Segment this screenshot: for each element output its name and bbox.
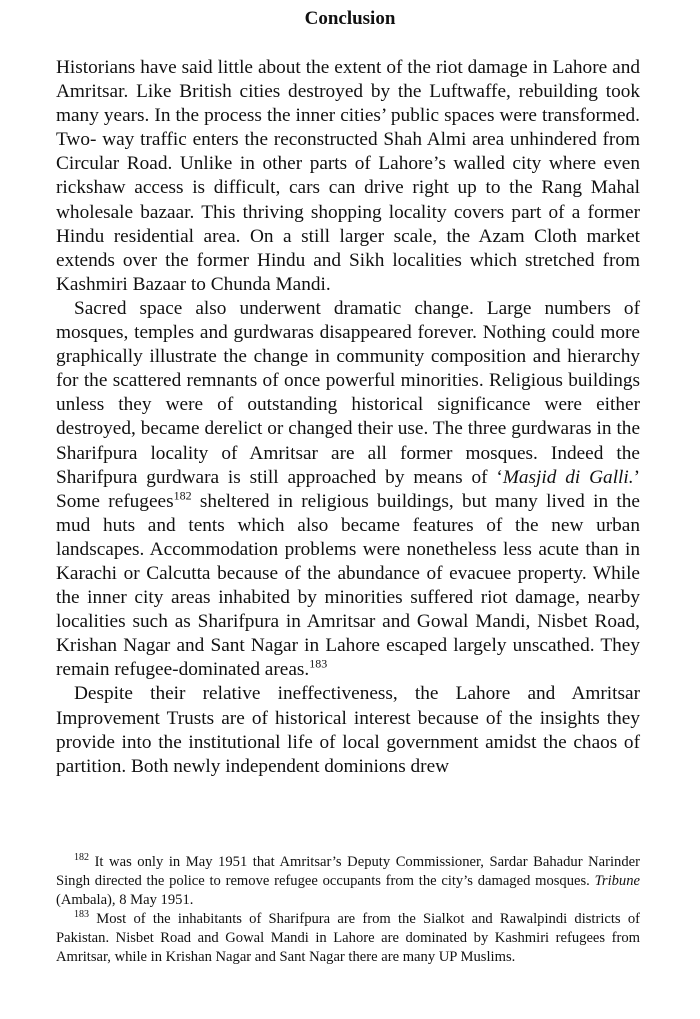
- footnote-ref-182[interactable]: 182: [173, 488, 192, 503]
- paragraph-2: [56, 297, 640, 683]
- paragraph-2-part2: ’ Some refugees: [56, 466, 641, 512]
- footnote-number: 183: [74, 909, 89, 921]
- footnote-number: 182: [74, 852, 89, 864]
- paragraph-1: Historians have said little about the extent of the riot damage in Lahore and Amritsar. Like British cities destroyed by the Luftwaffe, rebuilding took many years. In the process the inner cities’ public spaces were transformed. Two- way traffic enters the reconstructed Shah Almi area unhindered from Circular Road. Unlike in other parts of Lahore’s walled city where even rickshaw access is difficult, cars can drive right up to the Rang Mahal wholesale bazaar. This thriving shopping locality covers part of a former Hindu residential area. On a still larger scale, the Azam Cloth market extends over the former Hindu and Sikh localities which stretched from Kashmiri Bazaar to Chunda Mandi.: [56, 57, 640, 295]
- paragraph-3: Despite their relative ineffectiveness, the Lahore and Amritsar Improvement Trusts are of historical interest because of the insights they provide into the institutional life of local government amidst the chaos of partition. Both newly independent dominions drew: [56, 683, 640, 777]
- paragraph-2-italic: Masjid di Galli.: [502, 466, 634, 488]
- paragraph-2-part3: sheltered in religious buildings, but many lived in the mud huts and tents which also became features of the new urban landscapes. Accommodation problems were nonetheless less acute than in Karachi or Calcutta because of the abundance of evacuee property. While the inner city areas inhabited by minorities suffered riot damage, nearby localities such as Sharifpura in Amritsar and Gowal Mandi, Nisbet Road, Krishan Nagar and Sant Nagar in Lahore escaped largely unscathed. They remain refugee-dominated areas.: [56, 490, 640, 681]
- paragraph-2-part1: Sacred space also underwent dramatic change. Large numbers of mosques, temples and gurdwaras disappeared forever. Nothing could more graphically illustrate the change in community composition and hierarchy for the scattered remnants of once powerful minorities. Religious buildings unless they were of outstanding historical significance were either destroyed, became derelict or changed their use. The three gurdwaras in the Sharifpura locality of Amritsar are all former mosques. Indeed the Sharifpura gurdwara is still approached by means of ‘: [56, 297, 640, 488]
- main-text: [56, 56, 640, 779]
- page-title: Conclusion: [304, 8, 396, 29]
- footnote-italic: Tribune: [594, 873, 640, 889]
- footnote-text: It was only in May 1951 that Amritsar’s Deputy Commissioner, Sardar Bahadur Narinder Singh directed the police to remove refugee occupants from the city’s damaged mosques.: [56, 854, 640, 889]
- footnote-text-2: (Ambala), 8 May 1951.: [56, 892, 194, 908]
- footnote-182: [56, 853, 640, 910]
- footnotes: [56, 853, 640, 967]
- footnote-text: Most of the inhabitants of Sharifpura are from the Sialkot and Rawalpindi districts of Pakistan. Nisbet Road and Gowal Mandi in Lahore are dominated by Kashmiri refugees from Amritsar, while in Krishan Nagar and Sant Nagar there are many UP Muslims.: [56, 911, 640, 965]
- footnote-183: [56, 910, 640, 967]
- footnote-ref-183[interactable]: 183: [309, 656, 328, 671]
